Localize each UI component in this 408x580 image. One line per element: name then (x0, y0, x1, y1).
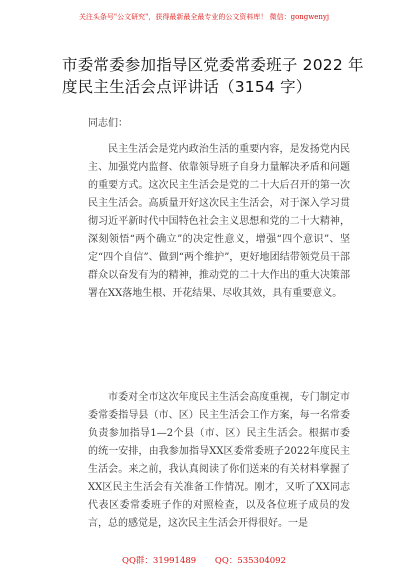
salutation: 同志们： (88, 118, 128, 129)
document-title: 市委常委参加指导区党委常委班子 2022 年度民主生活会点评讲话（3154 字） (62, 56, 364, 96)
header-banner: 关注头条号"公文研究"，获得最新最全最专业的公文资料库！ 微信：gongwenyj (78, 13, 330, 21)
footer-qq-group: QQ群：31991489 (121, 556, 197, 566)
footer-contact (0, 555, 408, 567)
body-paragraph-1: 民主生活会是党内政治生活的重要内容，是发扬党内民主、加强党内监督、依靠领导班子自身力量解决矛盾和问题的重要方式。这次民主生活会是党的二十大后召开的第一次民主生活会。高质量开好这次民主生活会，对于深入学习贯彻习近平新时代中国特色社会主义思想和党的二十大精神，深刻领悟“两个确立”的决定性意义，增强“四个意识”、坚定“四个自信”、做到“两个维护”，更好地团结带领党员干部群众以奋发有为的精神，推动党的二十大作出的重大决策部署在XX落地生根、开花结果、尽收其效，具有重要意义。 (88, 144, 350, 299)
body-paragraph-2: 市委对全市这次年度民主生活会高度重视，专门制定市委常委指导县（市、区）民主生活会工作方案，每一名常委负责参加指导1—2个县（市、区）民主生活会。根据市委的统一安排，由我参加指导XX区委常委班子2022年度民主生活会。来之前，我认真阅读了你们送来的有关材料掌握了XX区民主生活会有关准备工作情况。刚才，又听了XX同志代表区委常委班子作的对照检查，以及各位班子成员的发言，总的感觉是，这次民主生活会开得很好。一是 (88, 392, 350, 529)
footer-qq: QQ：535304092 (214, 556, 286, 566)
